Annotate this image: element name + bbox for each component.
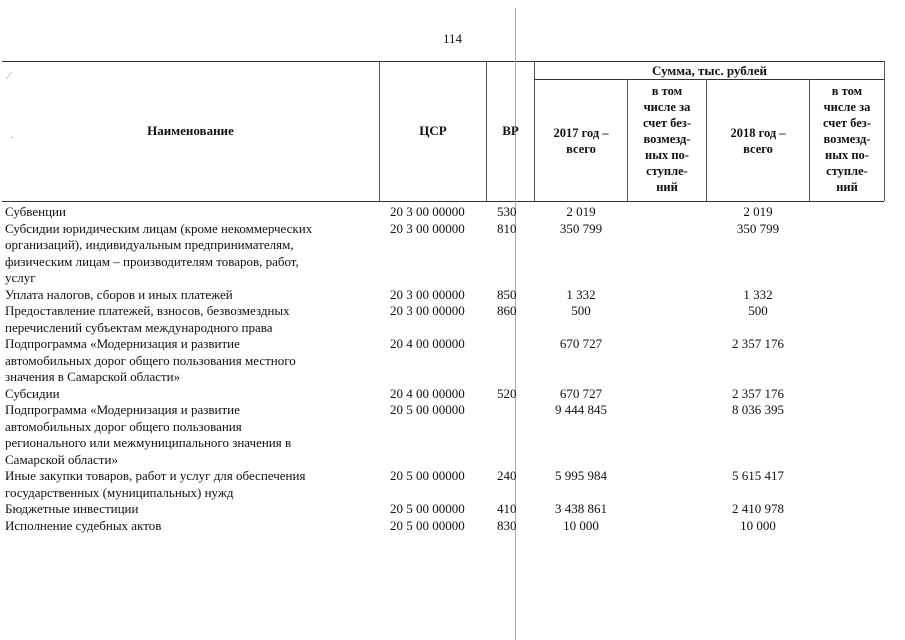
row-name [5,501,387,518]
row-name-line: государственных (муниципальных) нужд [5,484,234,500]
row-csr: 20 3 00 00000 [390,303,465,318]
row-csr: 20 3 00 00000 [390,220,465,236]
row-vr: 240 [497,468,517,483]
row-vr: 850 [497,286,517,302]
row-name-line: регионального или межмуниципального значения в [5,435,292,450]
row-value-2017: 3 438 861 [555,501,607,516]
row-name-line: Исполнение судебных актов [5,517,162,533]
row-value-2018: 500 [748,303,768,318]
row-csr: 20 5 00 00000 [390,501,465,516]
row-name-line: значения в Самарской области» [5,369,181,384]
row-name-line: Субсидии юридическим лицам (кроме некоммерческих [5,220,313,236]
row-value-2017: 2 019 [566,204,596,219]
row-name [5,386,387,403]
row-name-line: автомобильных дорог общего пользования местного [5,352,296,368]
row-value-2017: 5 995 984 [555,468,607,483]
table-top-rule-left [2,61,534,62]
row-vr: 810 [497,220,517,236]
row-name-line: физическим лицам – производителям товаров, работ, [5,253,299,269]
header-vr: ВР [502,123,519,138]
row-value-2017: 670 727 [559,336,603,351]
row-value-2018: 350 799 [736,220,780,236]
scan-mark: · [10,132,14,144]
table-row [0,402,905,468]
row-value-2017: 350 799 [559,220,603,236]
row-csr: 20 5 00 00000 [390,517,465,533]
row-vr: 830 [497,517,517,533]
row-name-line: Подпрограмма «Модернизация и развитие [5,402,240,417]
row-value-2018: 10 000 [740,517,776,533]
table-row [0,386,905,403]
row-csr: 20 5 00 00000 [390,402,465,417]
row-name-line: Иные закупки товаров, работ и услуг для обеспечения [5,468,306,483]
table-row [0,336,905,386]
row-name-line: Субсидии [5,385,60,401]
row-value-2017: 500 [571,303,591,318]
row-value-2018: 2 357 176 [732,385,784,401]
row-name-line: Подпрограмма «Модернизация и развитие [5,336,240,351]
row-name [5,287,387,304]
row-name [5,336,387,386]
row-name-line: Предоставление платежей, взносов, безвозмездных [5,303,290,318]
row-name [5,303,387,336]
table-row [0,221,905,287]
row-value-2018: 2 357 176 [732,336,784,351]
table-top-rule-right [534,61,884,62]
table-row [0,303,905,336]
table-row [0,501,905,518]
row-value-2018: 2 410 978 [732,501,784,516]
row-value-2017: 670 727 [559,385,603,401]
row-name [5,468,387,501]
header-csr: ЦСР [419,123,447,138]
row-value-2018: 8 036 395 [732,402,784,417]
row-vr: 860 [497,303,517,318]
header-bottom-rule [2,201,884,202]
row-csr: 20 4 00 00000 [390,385,465,401]
row-name-line: Бюджетные инвестиции [5,501,139,516]
header-sum: Сумма, тыс. рублей [652,63,767,78]
table-row [0,204,905,221]
table-row [0,518,905,535]
table-row [0,468,905,501]
row-name-line: Самарской области» [5,451,118,467]
row-value-2017: 10 000 [563,517,599,533]
row-value-2018: 1 332 [743,286,773,302]
page-number: 114 [442,31,463,46]
row-value-2018: 2 019 [743,204,773,219]
header-2017-total: 2017 год – всего [553,126,609,156]
header-2018-free: в том числе за счет без- возмезд- ных по- ступле- ний [823,84,871,194]
row-name-line: перечислений субъектам международного права [5,319,273,335]
row-value-2018: 5 615 417 [732,468,784,483]
row-value-2017: 9 444 845 [555,402,607,417]
row-name-line: организаций), индивидуальным предпринимателям, [5,237,294,252]
row-name [5,402,387,468]
row-name [5,221,387,287]
row-value-2017: 1 332 [566,286,596,302]
row-csr: 20 4 00 00000 [390,336,465,351]
row-name-line: Уплата налогов, сборов и иных платежей [5,286,233,302]
row-name [5,204,387,221]
row-csr: 20 5 00 00000 [390,468,465,483]
row-name [5,518,387,535]
row-name-line: автомобильных дорог общего пользования [5,418,242,434]
row-name-line: Субвенции [5,204,66,219]
row-csr: 20 3 00 00000 [390,286,465,302]
row-vr: 520 [497,385,517,401]
col-divider-right [884,61,885,201]
header-2018-total: 2018 год – всего [730,126,786,156]
header-name: Наименование [147,123,234,138]
table-row [0,287,905,304]
header-2017-free: в том числе за счет без- возмезд- ных по- ступле- ний [643,84,691,194]
sum-header-rule [534,79,884,80]
scan-mark: ⁄ [8,70,10,82]
table-body [0,204,905,534]
row-name-line: услуг [5,270,36,285]
row-vr: 410 [497,501,517,516]
row-csr: 20 3 00 00000 [390,204,465,219]
row-vr: 530 [497,204,517,219]
